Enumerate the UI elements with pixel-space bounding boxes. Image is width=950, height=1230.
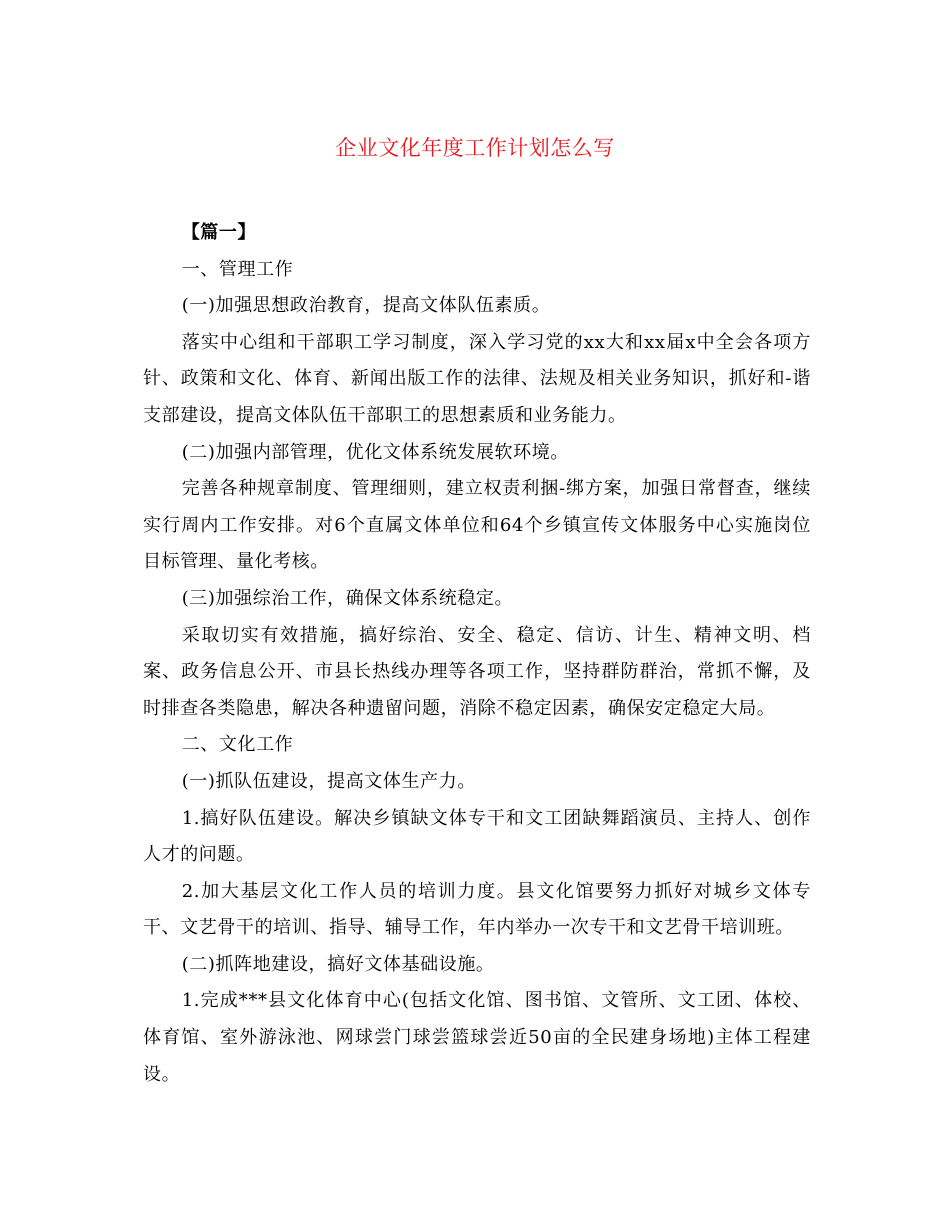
paragraph-team-item-2: 2.加大基层文化工作人员的培训力度。县文化馆要努力抓好对城乡文体专干、文艺骨干的培训、指导、辅导工作，年内举办一次专干和文艺骨干培训班。 (143, 880, 811, 939)
paragraph-facility-item-1: 1.完成***县文化体育中心(包括文化馆、图书馆、文管所、文工团、体校、体育馆、室外游泳池、网球尝门球尝篮球尝近50亩的全民建身场地)主体工程建设。 (143, 990, 811, 1085)
paragraph-regulations: 完善各种规章制度、管理细则，建立权责利捆-绑方案，加强日常督查，继续实行周内工作安排。对6个直属文体单位和64个乡镇宣传文体服务中心实施岗位目标管理、量化考核。 (143, 478, 811, 573)
subheading-facility-building: (二)抓阵地建设，搞好文体基础设施。 (181, 953, 495, 975)
document-title: 企业文化年度工作计划怎么写 (335, 136, 615, 160)
subheading-team-building: (一)抓队伍建设，提高文体生产力。 (181, 770, 476, 792)
paragraph-team-item-1: 1.搞好队伍建设。解决乡镇缺文体专干和文工团缺舞蹈演员、主持人、创作人才的问题。 (143, 807, 811, 866)
paragraph-study-system: 落实中心组和干部职工学习制度，深入学习党的xx大和xx届x中全会各项方针、政策和文化、体育、新闻出版工作的法律、法规及相关业务知识，抓好和-谐支部建设，提高文体队伍干部职工的思想素质和业务能力。 (143, 331, 811, 426)
subheading-political-education: (一)加强思想政治教育，提高文体队伍素质。 (181, 295, 551, 317)
section-heading-part-one: 【篇一】 (181, 222, 257, 243)
heading-management-work: 一、管理工作 (181, 258, 294, 280)
paragraph-stability-measures: 采取切实有效措施，搞好综治、安全、稳定、信访、计生、精神文明、档案、政务信息公开、市县长热线办理等各项工作，坚持群防群治，常抓不懈，及时排查各类隐患，解决各种遗留问题，消除不稳定因素，确保安定稳定大局。 (143, 624, 811, 719)
subheading-comprehensive-governance: (三)加强综治工作，确保文体系统稳定。 (181, 587, 514, 609)
heading-culture-work: 二、文化工作 (181, 734, 294, 756)
subheading-internal-management: (二)加强内部管理，优化文体系统发展软环境。 (181, 441, 569, 463)
document-body (143, 215, 811, 1093)
